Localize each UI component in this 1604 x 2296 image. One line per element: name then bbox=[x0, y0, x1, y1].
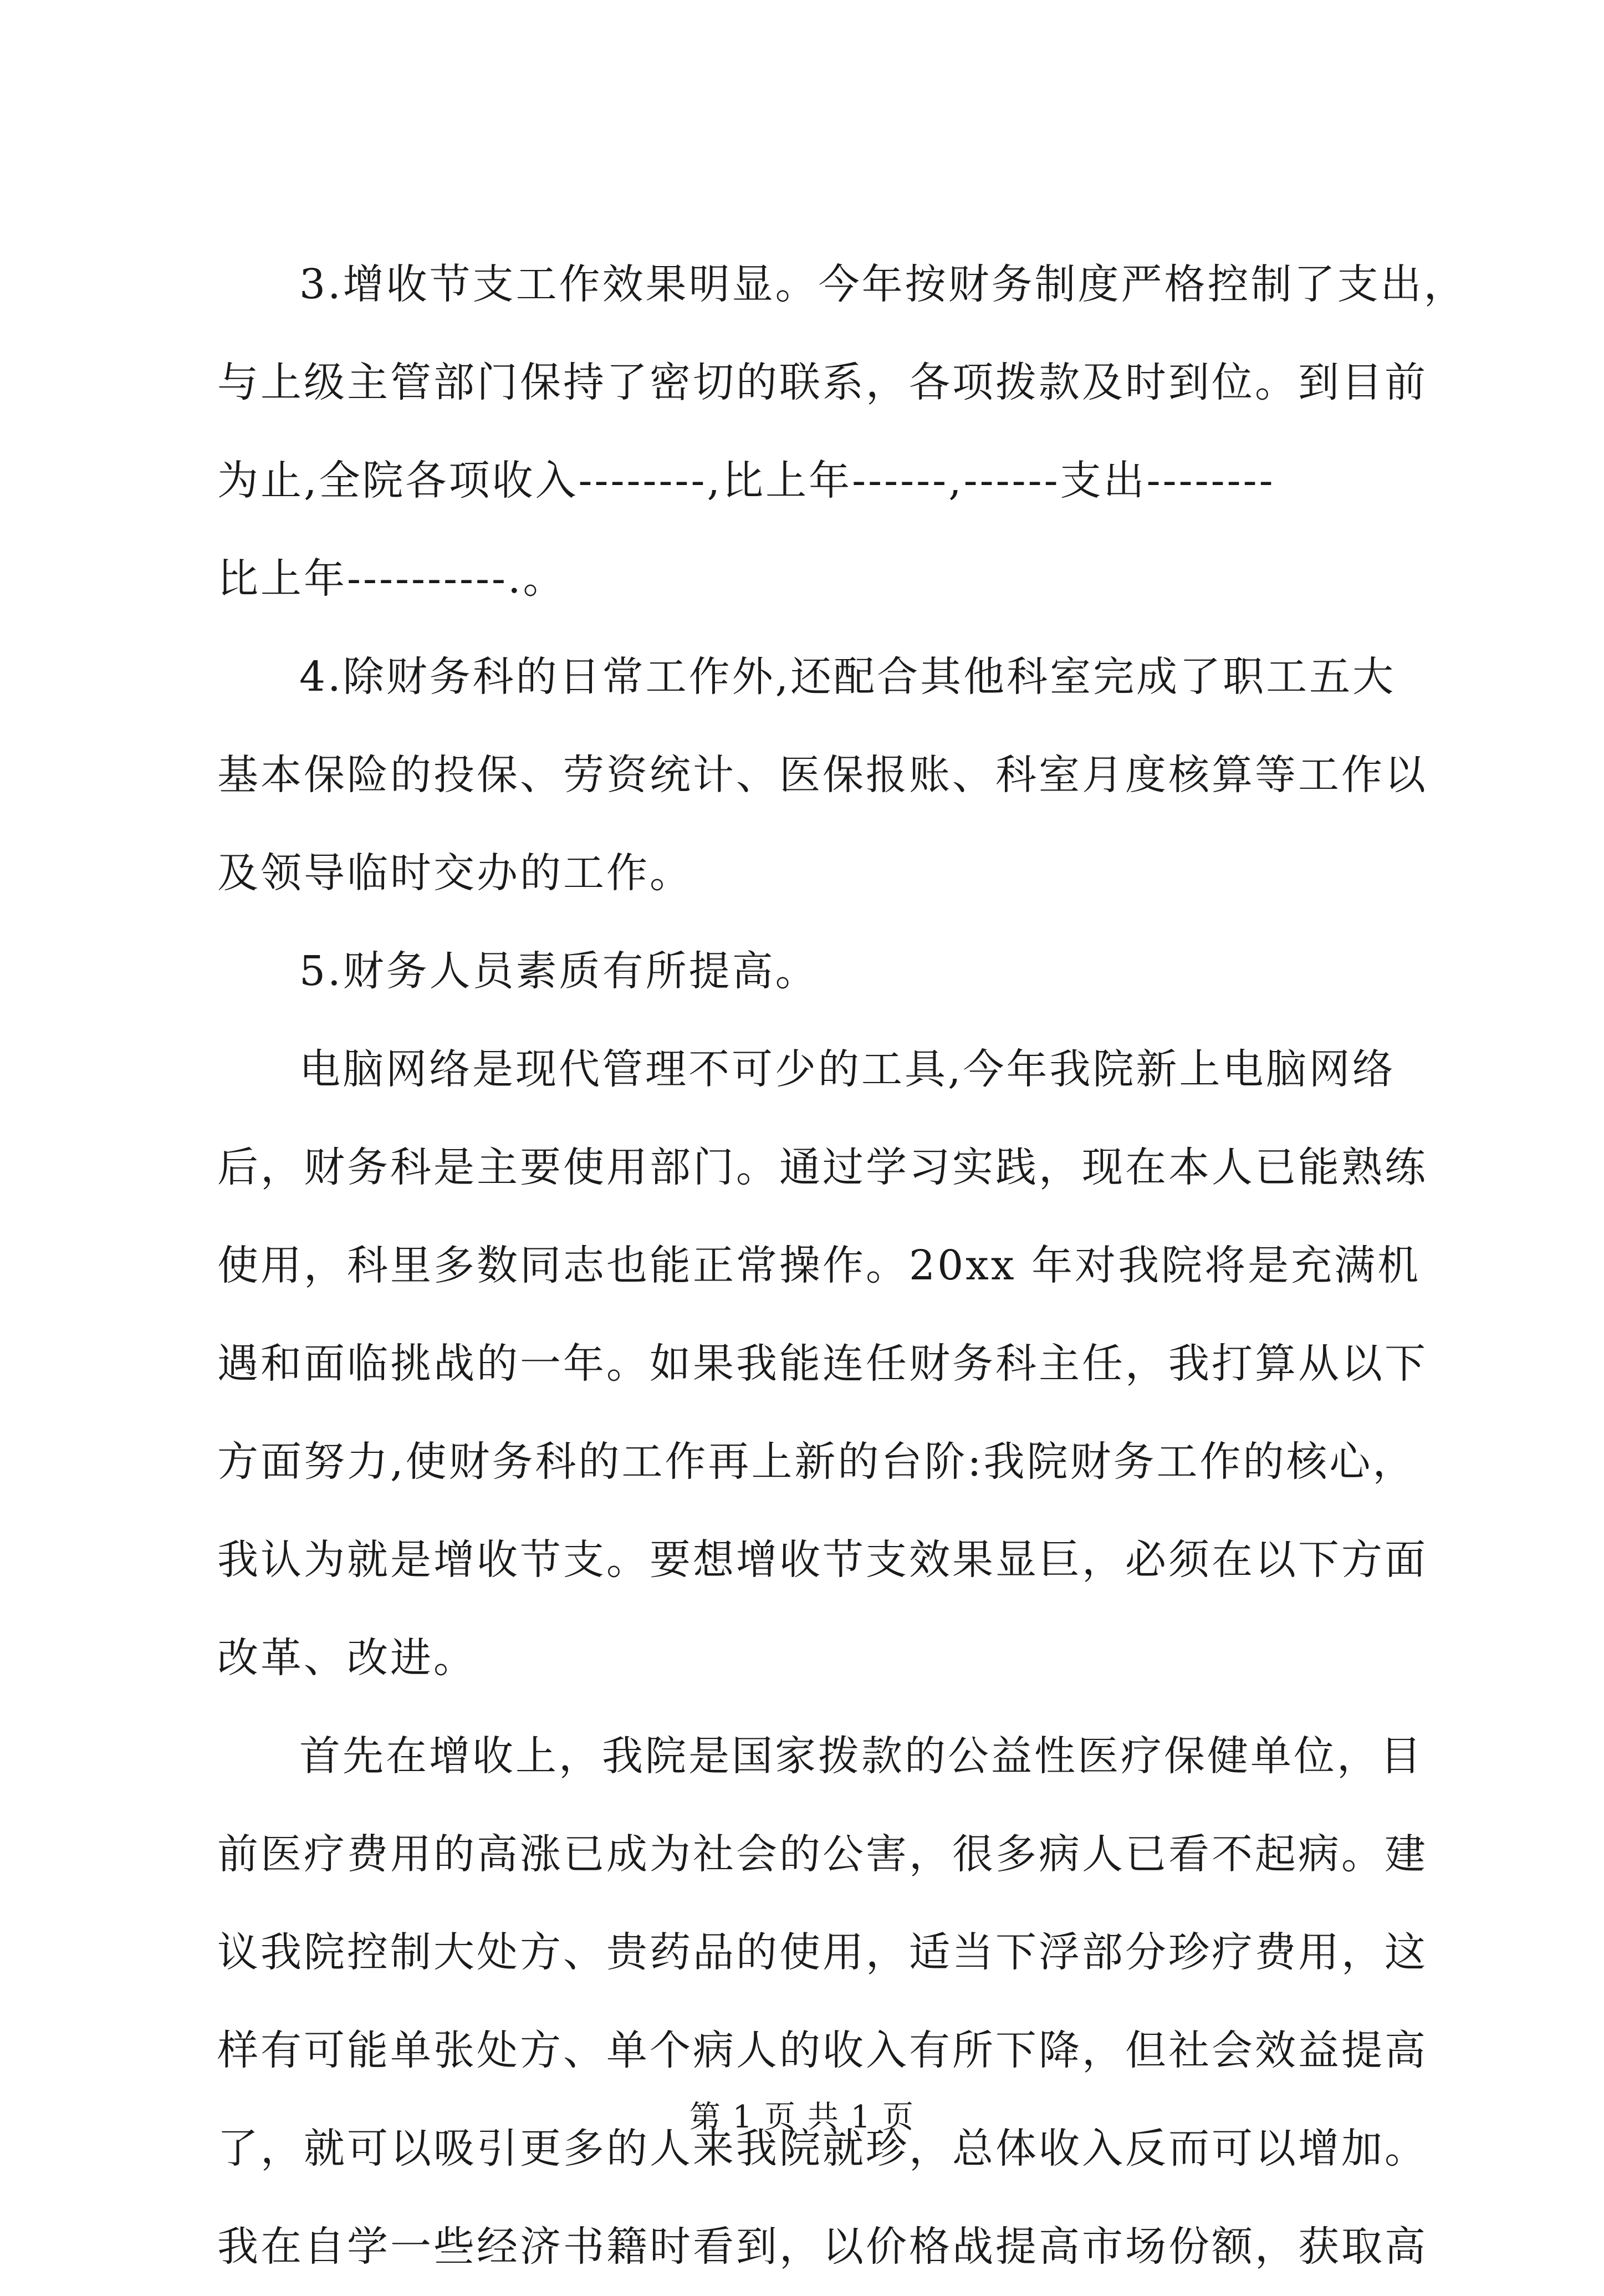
text-line: 方面努力,使财务科的工作再上新的台阶:我院财务工作的核心， bbox=[217, 1438, 1416, 1486]
text-line: 议我院控制大处方、贵药品的使用，适当下浮部分珍疗费用，这 bbox=[217, 1928, 1428, 1976]
text-line: 及领导临时交办的工作。 bbox=[217, 849, 693, 897]
text-line: 样有可能单张处方、单个病人的收入有所下降，但社会效益提高 bbox=[217, 2027, 1428, 2074]
text-line: 后，财务科是主要使用部门。通过学习实践，现在本人已能熟练 bbox=[217, 1144, 1428, 1191]
text-line: 了，就可以吸引更多的人来我院就珍，总体收入反而可以增加。 bbox=[217, 2125, 1428, 2172]
text-line: 前医疗费用的高涨已成为社会的公害，很多病人已看不起病。建 bbox=[217, 1830, 1428, 1878]
text-line: 使用，科里多数同志也能正常操作。20xx 年对我院将是充满机 bbox=[217, 1242, 1421, 1289]
page-footer: 第 1 页 共 1 页 bbox=[689, 2099, 915, 2135]
text-line: 为止,全院各项收入--------,比上年------,------支出-------- bbox=[217, 457, 1275, 504]
text-line: 基本保险的投保、劳资统计、医保报账、科室月度核算等工作以 bbox=[217, 751, 1428, 799]
text-line: 电脑网络是现代管理不可少的工具,今年我院新上电脑网络 bbox=[299, 1045, 1396, 1093]
text-line: 5.财务人员素质有所提高。 bbox=[299, 947, 819, 995]
text-line: 首先在增收上，我院是国家拨款的公益性医疗保健单位，目 bbox=[299, 1732, 1423, 1780]
text-line: 比上年----------.。 bbox=[217, 555, 566, 603]
text-line: 我认为就是增收节支。要想增收节支效果显巨，必须在以下方面 bbox=[217, 1536, 1428, 1584]
text-line: 改革、改进。 bbox=[217, 1634, 477, 1682]
text-line: 3.增收节支工作效果明显。今年按财务制度严格控制了支出， bbox=[299, 261, 1467, 308]
text-line: 与上级主管部门保持了密切的联系，各项拨款及时到位。到目前 bbox=[217, 359, 1428, 406]
text-line: 遇和面临挑战的一年。如果我能连任财务科主任，我打算从以下 bbox=[217, 1340, 1428, 1387]
text-line: 4.除财务科的日常工作外,还配合其他科室完成了职工五大 bbox=[299, 653, 1396, 701]
document-body bbox=[217, 236, 1467, 2296]
text-line: 我在自学一些经济书籍时看到，以价格战提高市场份额，获取高 bbox=[217, 2223, 1428, 2271]
